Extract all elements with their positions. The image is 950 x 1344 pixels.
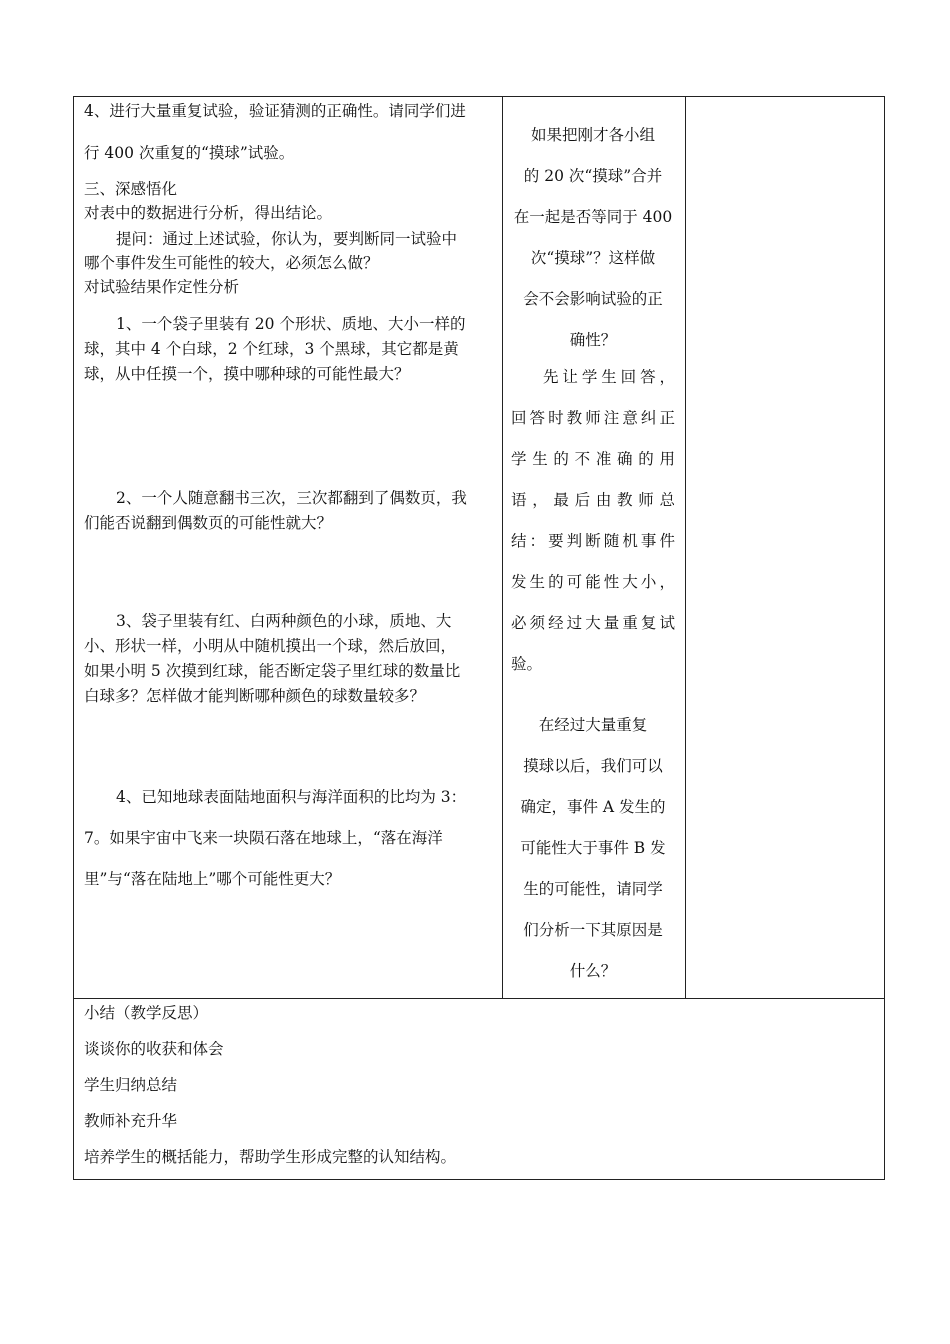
exercise2-line2: 们能否说翻到偶数页的可能性就大？ [84, 514, 333, 532]
note1-line4: 次“摸球”？这样做 [530, 249, 656, 267]
exercise3-line2: 小、形状一样，小明从中随机摸出一个球，然后放回， [84, 637, 457, 655]
note3-line4: 可能性大于事件 B 发 [520, 839, 666, 857]
exercise3-line1: 3、袋子里装有红、白两种颜色的小球，质地、大 [116, 612, 452, 630]
note2-line3: 学生的不准确的用 [511, 450, 675, 468]
summary-line1: 谈谈你的收获和体会 [84, 1040, 224, 1058]
note3-line6: 们分析一下其原因是 [523, 921, 663, 939]
step4-line2: 行 400 次重复的“摸球”试验。 [84, 144, 295, 162]
note3-line7: 什么？ [569, 962, 617, 980]
analysis-intro: 对表中的数据进行分析，得出结论。 [84, 204, 333, 222]
note1-line3: 在一起是否等同于 400 [513, 208, 673, 226]
summary-line4: 培养学生的概括能力，帮助学生形成完整的认知结构。 [84, 1148, 457, 1166]
step4-line1: 4、进行大量重复试验，验证猜测的正确性。请同学们进 [84, 102, 466, 120]
note3-line3: 确定，事件 A 发生的 [520, 798, 666, 816]
exercise4-line1: 4、已知地球表面陆地面积与海洋面积的比均为 3： [116, 788, 467, 806]
question-line2: 哪个事件发生可能性的较大，必须怎么做？ [84, 254, 379, 272]
row-divider [74, 998, 884, 999]
note2-line7: 必须经过大量重复试 [511, 614, 675, 632]
column-divider-1 [502, 97, 503, 998]
exercise2-line1: 2、一个人随意翻书三次，三次都翻到了偶数页，我 [116, 489, 467, 507]
question-line1: 提问：通过上述试验，你认为，要判断同一试验中 [116, 230, 458, 248]
note2-line1: 先让学生回答， [543, 368, 675, 386]
column-divider-2 [685, 97, 686, 998]
lesson-table [73, 96, 885, 1180]
exercise3-line4: 白球多？怎样做才能判断哪种颜色的球数量较多？ [84, 687, 426, 705]
qualitative-title: 对试验结果作定性分析 [84, 278, 240, 296]
note3-line5: 生的可能性，请同学 [523, 880, 663, 898]
summary-line2: 学生归纳总结 [84, 1076, 178, 1094]
section3-title: 三、深感悟化 [84, 180, 178, 198]
note2-line6: 发生的可能性大小， [511, 573, 675, 591]
note1-line2: 的 20 次“摸球”合并 [523, 167, 663, 185]
exercise4-line3: 里”与“落在陆地上”哪个可能性更大？ [84, 870, 341, 888]
exercise1-line1: 1、一个袋子里装有 20 个形状、质地、大小一样的 [116, 315, 466, 333]
summary-line3: 教师补充升华 [84, 1112, 178, 1130]
exercise4-line2: 7。如果宇宙中飞来一块陨石落在地球上，“落在海洋 [84, 829, 443, 847]
exercise1-line2: 球，其中 4 个白球，2 个红球，3 个黑球，其它都是黄 [84, 340, 459, 358]
exercise1-line3: 球，从中任摸一个，摸中哪种球的可能性最大？ [84, 365, 410, 383]
note1-line5: 会不会影响试验的正 [523, 290, 663, 308]
summary-title: 小结（教学反思） [84, 1004, 209, 1022]
note1-line6: 确性？ [569, 331, 617, 349]
note3-line2: 摸球以后，我们可以 [523, 757, 663, 775]
note2-line5: 结：要判断随机事件 [511, 532, 675, 550]
note2-line4: 语，最后由教师总 [511, 491, 675, 509]
note2-line8: 验。 [511, 655, 543, 673]
exercise3-line3: 如果小明 5 次摸到红球，能否断定袋子里红球的数量比 [84, 662, 461, 680]
note3-line1: 在经过大量重复 [538, 716, 648, 734]
note2-line2: 回答时教师注意纠正 [511, 409, 675, 427]
note1-line1: 如果把刚才各小组 [530, 126, 655, 144]
